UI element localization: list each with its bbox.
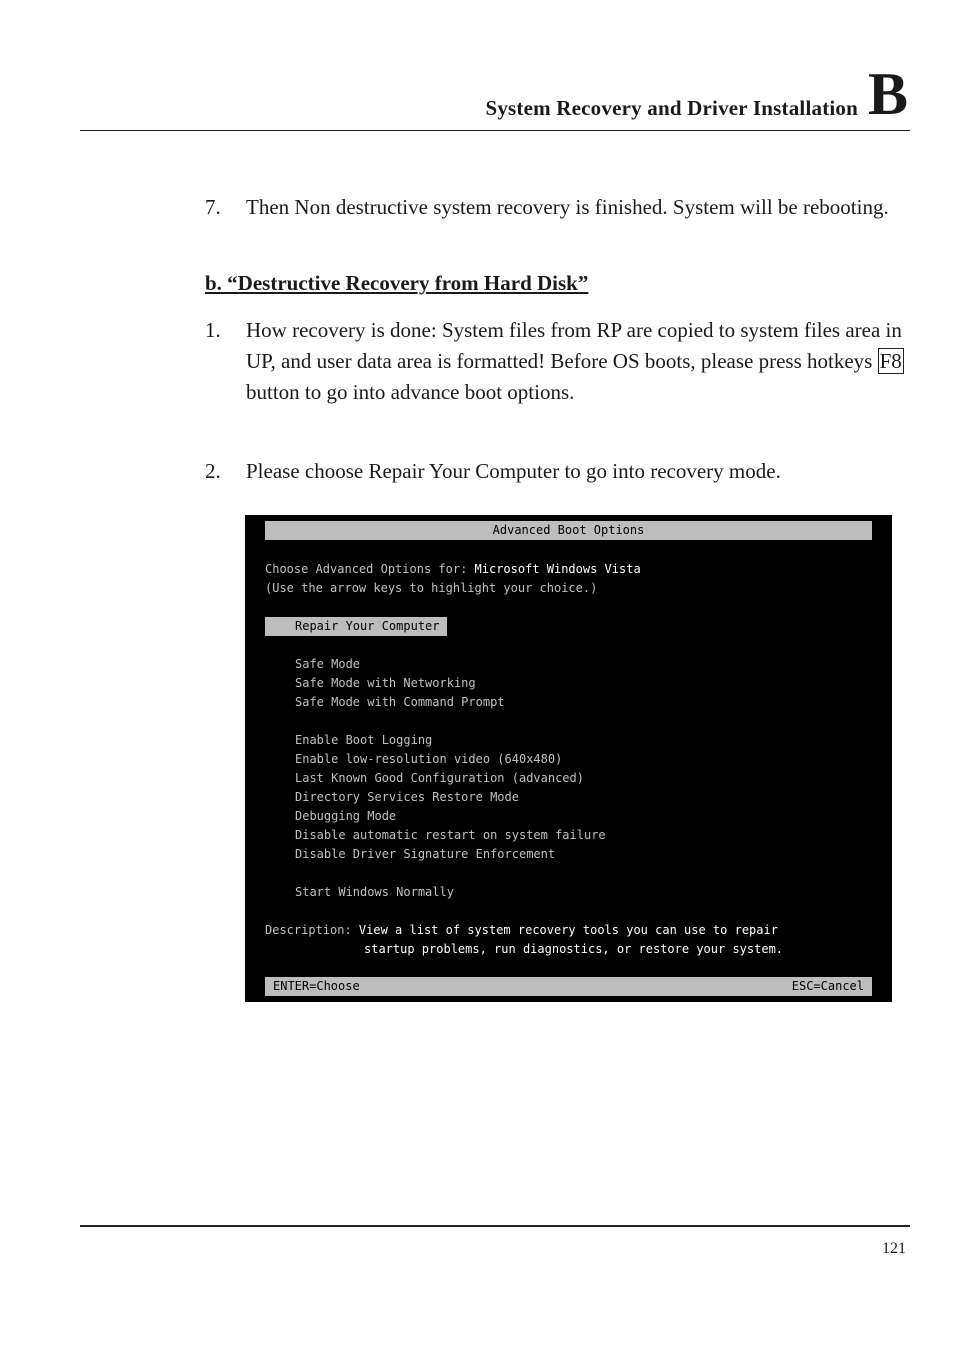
section-heading: b. “Destructive Recovery from Hard Disk” [205,271,589,295]
item-text: Please choose Repair Your Computer to go into recovery mode. [246,459,781,483]
item-text: Then Non destructive system recovery is finished. System will be rebooting. [246,195,889,219]
advanced-boot-options-screenshot [245,515,892,1002]
os-name: Microsoft Windows Vista [474,562,641,576]
choose-line [265,560,641,579]
footer-enter-choose: ENTER=Choose [273,979,360,993]
boot-option-safe-mode[interactable]: Safe Mode [295,657,361,671]
boot-option-low-resolution-video[interactable]: Enable low-resolution video (640x480) [295,752,563,766]
boot-screen-title-bar: Advanced Boot Options [265,521,872,540]
boot-option-start-windows-normally[interactable]: Start Windows Normally [295,885,454,899]
boot-screen-footer-bar [265,977,872,996]
running-header-title: System Recovery and Driver Installation [485,96,858,120]
step-text-after: button to go into advance boot options. [246,380,575,404]
item-text [246,315,905,408]
description-text-1: View a list of system recovery tools you can use to repair [358,923,778,937]
boot-option-disable-auto-restart[interactable]: Disable automatic restart on system failure [295,828,606,842]
boot-option-directory-services-restore[interactable]: Directory Services Restore Mode [295,790,519,804]
choose-label: Choose Advanced Options for: [265,562,475,576]
item-number: 1. [205,318,221,342]
page-number: 121 [882,1240,906,1257]
header-rule [80,130,910,131]
boot-option-debugging-mode[interactable]: Debugging Mode [295,809,397,823]
footer-rule [80,1225,910,1227]
boot-option-safe-mode-command-prompt[interactable]: Safe Mode with Command Prompt [295,695,505,709]
appendix-letter: B [867,61,908,127]
boot-option-last-known-good[interactable]: Last Known Good Configuration (advanced) [295,771,584,785]
boot-option-safe-mode-networking[interactable]: Safe Mode with Networking [295,676,476,690]
hotkey-f8: F8 [879,349,902,373]
boot-option-enable-boot-logging[interactable]: Enable Boot Logging [295,733,433,747]
boot-option-repair-your-computer[interactable]: Repair Your Computer [265,617,447,636]
boot-option-disable-driver-signature[interactable]: Disable Driver Signature Enforcement [295,847,556,861]
item-number: 2. [205,459,221,483]
footer-esc-cancel: ESC=Cancel [791,979,864,993]
description-label: Description: [265,923,359,937]
hint-line: (Use the arrow keys to highlight your choice.) [265,581,598,595]
item-number: 7. [205,195,221,219]
description-text-2: startup problems, run diagnostics, or restore your system. [364,942,784,956]
description-line [265,921,778,940]
step-text-before: How recovery is done: System files from RP are copied to system files area in UP, and user data area is formatted! Before OS boots, please press hotkeys [246,318,902,373]
